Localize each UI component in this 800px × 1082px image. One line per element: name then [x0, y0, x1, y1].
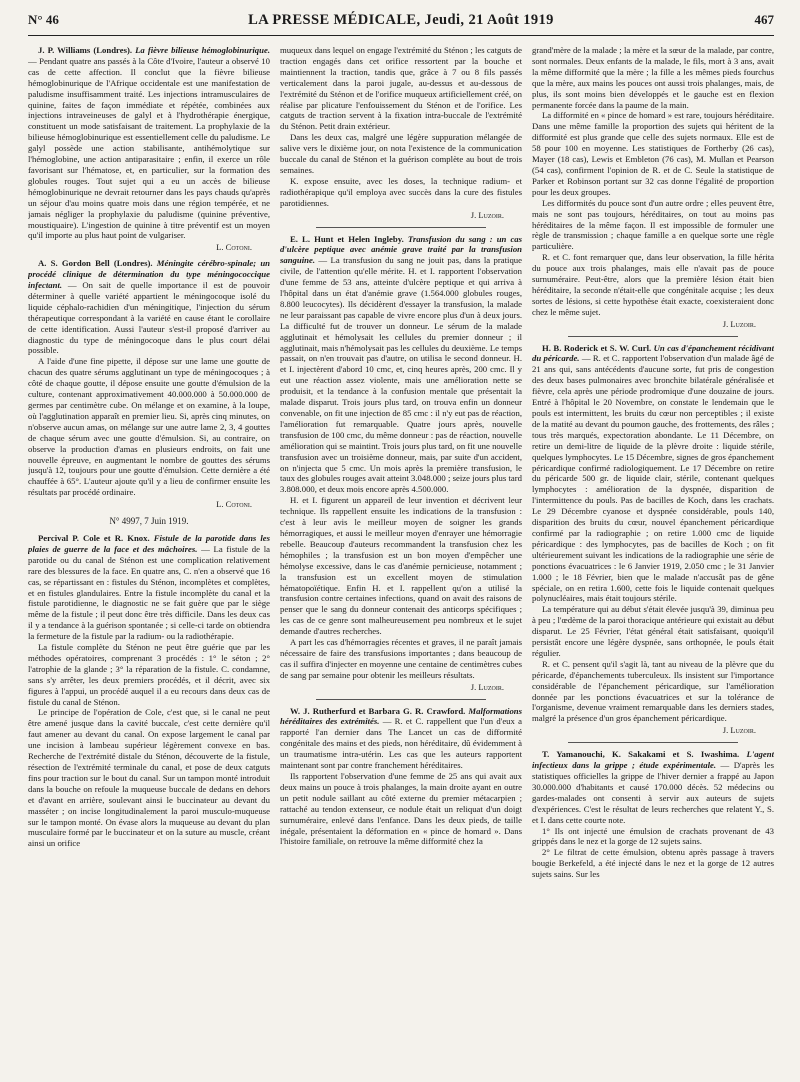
article-signature: J. Luzoir. [470, 209, 504, 220]
article-paragraph: Dans les deux cas, malgré une légère suppuration mélangée de salive vers le dixième jour, on nota l'existence de la communication buccale du canal de Sténon et la guérison complète au bout de trois semaines. [280, 132, 522, 175]
text-columns [28, 45, 774, 1075]
article-paragraph: 1° Ils ont injecté une émulsion de crachats provenant de 43 grippés dans le nez et la gorge de 12 sujets sains. [532, 825, 774, 847]
article-cole-knox-continued [280, 45, 522, 221]
article-paragraph: A l'aide d'une fine pipette, il dépose sur une lame une goutte de chacun des quatre sérums agglutinant un type de méningocoques ; à côté de chaque goutte, il dépose ensuite une goutte d'émulsion de la culture, contenant approximativement 40.000.000 à 50.000.000 de germes par centimètre cube. On mélange et on examine, à la loupe, où l'agglutination apparaît en premier lieu. Si, après cinq minutes, on n'observe aucun amas, on mélange sur une autre lame 2, 3, 4 gouttes de chaque sérum avec une goutte d'émulsion. Si, au contraire, on observe la production d'amas en plusieurs endroits, on fait une nouvelle épreuve, en augmentant le nombre de gouttes des sérums jusqu'à 12, toujours pour une goutte d'émulsion. Cette dernière a été chauffée à 65°. L'auteur ajoute qu'il y a lieu de confirmer ensuite les résultats par procédé ordinaire. [28, 356, 270, 498]
article-signature: J. Luzoir. [470, 681, 504, 692]
article-signature: L. Cotoni. [216, 499, 252, 510]
article-authors: J. P. Williams (Londres). [38, 45, 133, 55]
article-paragraph: Les difformités du pouce sont d'un autre ordre ; elles peuvent être, mais ne sont pas toujours, héréditaires, on tout au moins pas héréditaires de la même façon. Il est impossible de formuler une règle de transmission ; chaque famille a en quelque sorte une règle particulière. [532, 197, 774, 252]
article-paragraph: — La transfusion du sang ne jouit pas, dans la pratique civile, de l'attention qu'elle mérite. H. et I. rapportent l'observation d'une femme de 53 ans, atteinte d'ulcère peptique et qui arriva à l'hôpital dans un état d'anémie grave (1.564.000 globules rouges, 8.800 leucocytes). Ils décidèrent d'essayer la transfusion, la malade ne leur paraissant pas capable de vivre encore plus d'un à deux jours. La difficulté fut de trouver un donneur. Le sérum de la malade agglutinait et hémolysait les cellules du premier donneur ; il agglutinait, mais n'hémolysait pas les cellules du deuxième. Le temps passait, on n'en trouvait pas d'autre, on utilisa le second donneur. H. et I. injectèrent d'abord 10 cmc, et, cinq heures après, 200 cmc. Il y eut une réaction assez violente, mais une amélioration nette se produisit, et la tendance à la confusion mentale que présentait la malade disparut. Trois jours plus tard, on trouva enfin un donneur convenable, on fit une injection de 85 cmc : il n'y eut pas de réaction, l'amélioration fut remarquable. Quatre jours après, nouvelle transfusion de 100 cmc, du même donneur : pas de réaction, nouvelle amélioration qui se maintint. Trois jours plus tard, on fit une nouvelle transfusion avec un troisième donneur, mais, par suite d'un accident, on n'injecta que 5 cmc. Un mois après la première transfusion, le taux des globules rouges avait atteint 3.048.000 ; seize jours plus tard 3.808.000, et deux mois encore après 4.500.000. [280, 255, 523, 495]
article-body: — Pendant quatre ans passés à la Côte d'Ivoire, l'auteur a observé 10 cas de cette affection. Il conclut que la fièvre bilieuse hémoglobinurique de l'Afrique occidentale est une manifestation de paludisme insuffisamment traité. Les injections intramusculaires de quinine, faites de façon immédiate et répétée, combinées aux injections intraveineuses de galyl et à l'hydrothérapie énergique, constituent un mode satisfaisant de traitement. La prophylaxie de la bilieuse hémoglobinurique est essentiellement celle du paludisme. Le galyl possède une action stabilisante, antihémolytique sur l'hémoglobine, une action antiparasitaire ; enfin, il exerce un rôle favorisant sur l'hématose, et, en particulier, sur la formation des globules rouges. Tout sujet qui a eu un accès de bilieuse hémoglobinurique ne devrait retourner dans les pays chauds qu'après un séjour d'au moins quatre mois dans une région tempérée, et ne jamais négliger la prophylaxie du paludisme (quinine préventive, moustiquaire). L'ingestion de quinine à titre préventif est un moyen qu'il importe au plus haut point de vulgariser. [28, 55, 270, 241]
article-williams [28, 45, 270, 253]
article-authors: H. B. Roderick et S. W. Curl. [542, 342, 652, 353]
page-header [28, 12, 774, 36]
article-title: Méningite cérébro-spinale; un procédé clinique de détermination du type méningococcique infectant. [28, 258, 271, 291]
column-2 [280, 45, 522, 1075]
masthead-title: LA PRESSE MÉDICALE, Jeudi, 21 Août 1919 [248, 12, 554, 28]
article-gordon-bell [28, 258, 270, 510]
article-paragraph: H. et I. figurent un appareil de leur invention et décrivent leur technique. Ils rappellent ensuite les indications de la transfusion : c'est à leur avis le meilleur moyen de soigner les grands hémorragiques, et aussi le meilleur moyen d'enrayer une hémorragie rebelle. Beaucoup d'auteurs recommandent la transfusion chez les hémophiles ; la transfusion est un bon moyen d'empêcher une hémolyse excessive, dans le cas d'anémie pernicieuse, notamment ; la transfusion est un excellent moyen de stimulation hématopoïétique. Enfin H. et I. rappellent qu'on a utilisé la transfusion contre certaines infections, quand on avait des raisons de penser que le sang du donneur contenait des anticorps spécifiques ; les cas de ce genre sont malheureusement peu nombreux et le sujet demande d'autres recherches. [280, 495, 522, 637]
article-authors: A. S. Gordon Bell (Londres). [38, 258, 153, 269]
article-paragraph: — La fistule de la parotide ou du canal de Sténon est une complication relativement rare des blessures de la face. En quatre ans, C. n'en a observé que 16 cas, se répartissant en : fistules du Sténon, incomplètes et complètes, et en fistules glandulaires. Entre la fistule incomplète du canal et la fistule parotidienne, le diagnostic ne se fait guère que par le siège même de la fistule ; il peut donc être très difficile. Dans les deux cas il y a tendance à la guérison spontanée ; si celle-ci tarde on obtiendra la fermeture de la fistule par la radium- ou la radiothérapie. [28, 543, 270, 642]
article-cole-knox [28, 533, 270, 849]
article-paragraph: Le principe de l'opération de Cole, c'est que, si le canal ne peut être amené jusque dans la cavité buccale, c'est cette dernière qu'il faut amener au devant du canal. On expose largement le canal par une incision à lambeau supérieur légèrement convexe en bas. Recherche de l'extrémité distale du Sténon, découverte de la fistule, résection de l'extrémité terminale du canal, et pose de deux catguts fins pour traction sur le bout du canal. Sur un tampon monté introduit dans la bouche on refoule la muqueuse buccale de dedans en dehors et d'avant en arrière, soulevant ainsi le buccinateur au devant du masséter ; on incise longitudinalement la paroi musculo-muqueuse sur le tampon monté. On évase alors la muqueuse au devant du plan musculaire formé par le buccinateur et on la suture au muscle, créant ainsi un orifice [28, 707, 270, 849]
article-paragraph: K. expose ensuite, avec les doses, la technique radium- et radiothérapique qu'il employa avec succès dans la cure des fistules parotidiennes. [280, 175, 522, 208]
article-title: Un cas d'épanchement récidivant du péricarde. [532, 342, 774, 364]
article-paragraph: — R. et C. rapportent l'observation d'un malade âgé de 21 ans qui, sans antécédents d'aucune sorte, fut pris de congestion des deux bases pulmonaires avec bronchite bilatérale généralisée et fièvre, cela après une période prodromique d'une douzaine de jours. Entré à l'hôpital le 20 Novembre, on constate le lendemain que le pouls est intermittent, les bruits du cœur non perceptibles ; il existe de la matité au devant du poumon gauche, des frottements, des râles ; tous très marqués, expectoration abondante. Le 11 Décembre, on retire un demi-litre de liquide de la plèvre droite : liquide stérile, quelques lymphocytes. Le 15 Décembre, signes de gros épanchement péricardique confirmé radiologiquement. Le 17 Décembre on retire du péricarde 500 gr. de liquide clair, stérile, contenant quelques lymphocytes : amélioration de la dyspnée, disparition de l'intermittence du pouls. Pas de bacilles de Koch, dans les crachats. Le 29 Décembre cyanose et dyspnée considérable, pouls 140, disparition des bruits du cœur, nouvel épanchement péricardique confirmé par la radiographie ; on retire 1.000 cmc de liquide péricardique : des lymphocytes, pas de bacilles de Koch ; on fit ultérieurement suivant les indications de la radiographie une série de ponctions évacuatrices : le 6 Janvier 1919, 2.050 cmc ; le 31 Janvier 1.000 ; le 18 Février, bien que le malade n'accusât pas de gêne spéciale, on en retira 1.600, cette fois le liquide contenait quelques polynucléaires, mais était toujours stérile. [532, 353, 774, 604]
article-paragraph: — On sait de quelle importance il est de pouvoir déterminer à quelle variété appartient le méningocoque isolé du liquide céphalo-rachidien d'un méningitique, l'injection du sérum thérapeutique correspondant à la variété en cause étant le corollaire de cette identification. Aussi l'auteur s'est-il proposé d'arriver au diagnostic du type de méningocoque dans le plus court délai possible. [28, 280, 271, 356]
article-title: Malformations héréditaires des extrémités. [280, 705, 523, 727]
article-paragraph: Ils rapportent l'observation d'une femme de 25 ans qui avait aux deux mains un pouce à trois phalanges, la main droite ayant en outre un petit nodule saillant au côté externe du premier métacarpien ; rattaché au tendon extenseur, ce nodule était un reliquat d'un doigt surnuméraire, enlevé dans l'enfance. Dans les deux pieds, de taille inégale, présentaient la déformation en « pince de homard ». Dans l'histoire familiale, on retrouve la même difformité chez la [280, 771, 522, 847]
article-paragraph: muqueux dans lequel on engage l'extrémité du Sténon ; les catguts de traction engagés dans cet orifice ressortent par la bouche et maintiennent la traction, tandis que, grâce à 7 ou 8 fils passés verticalement dans la paroi jugale, au-dessus et au-dessous de l'extrémité du Sténon et de l'orifice muqueux artificiellement créé, on réalise par plicature l'enfouissement du Sténon et de l'orifice. Les catguts de traction servent à la fixation intra-buccale de l'extrémité du Sténon. Petit drain extérieur. [280, 45, 522, 132]
article-paragraph: R. et C. font remarquer que, dans leur observation, la fille hérita du pouce aux trois phalanges, mais elle n'avait pas de pouce surnuméraire. Peut-être, alors que la première lésion était bien héréditaire, la seconde n'était-elle que congénitale acquise ; les deux sortes de lésions, si cette hypothèse était exacte, coexisteraient donc chez le même sujet. [532, 252, 774, 317]
article-title: Fistule de la parotide dans les plaies de guerre de la face et des mâchoires. [28, 532, 270, 554]
issue-number: N° 46 [28, 12, 59, 27]
article-title: Transfusion du sang : un cas d'ulcère peptique avec anémie grave traité par la transfusion sanguine. [280, 233, 523, 266]
article-authors: T. Yamanouchi, K. Sakakami et S. Iwashima. [542, 749, 740, 760]
article-title: La fièvre bilieuse hémoglobinurique. [135, 45, 270, 55]
article-paragraph: La difformité en « pince de homard » est rare, toujours héréditaire. Dans une même famille la proportion des sujets qui héritent de la difformité est plus grande que celle des sujets normaux. Elle est de 58 pour 100 en moyenne. Les statistiques de Fortherby (26 cas), Mayer (18 cas), Lewis et Embleton (76 cas), M. Mullan et Pearson (54 cas), confirment l'opinion de R. et de C. Seule la statistique de Parker et Robinson portant sur 32 cas donne l'égalité de proportion pour les deux groupes. [532, 110, 774, 197]
article-divider [568, 336, 737, 337]
article-paragraph: grand'mère de la malade ; la mère et la sœur de la malade, par contre, sont normales. Deux enfants de la malade, le fils, mort à 3 ans, avait la même difformité que la mère ; la fille a les mêmes pieds fourchus que la mère, aux mains les pouces ont aussi trois phalanges, mais, de plus, ils sont moins bien développés et le gauche est en flexion permanente forcée dans la paume de la main. [532, 45, 774, 110]
article-paragraph: R. et C. pensent qu'il s'agit là, tant au niveau de la plèvre que du péricarde, d'épanchements tuberculeux. Ils insistent sur l'importance considérable de l'épanchement péricardique, sur l'amélioration donnée par les ponctions évacuatrices et sur la tolérance de l'organisme, devenue vraiment remarquable dans les derniers stades, malgré la présence d'un gros épanchement péricardique. [532, 658, 774, 724]
article-rutherfurd-crawford-continued [532, 45, 774, 330]
article-roderick-curl [532, 343, 774, 737]
article-authors: W. J. Rutherfurd et Barbara G. R. Crawford. [290, 705, 466, 716]
journal-issue-line: N° 4997, 7 Juin 1919. [109, 516, 189, 527]
article-authors: E. L. Hunt et Helen Ingleby. [290, 233, 404, 244]
article-paragraph: A part les cas d'hémorragies récentes et graves, il ne paraît jamais nécessaire de faire des transfusions importantes ; dans beaucoup de cas il suffira d'injecter en moyenne une centaine de centimètres cubes de sang par semaine pour obtenir les meilleurs résultats. [280, 637, 522, 680]
page-number: 467 [754, 12, 774, 27]
article-paragraph: — R. et C. rappellent que l'un d'eux a rapporté l'an dernier dans The Lancet un cas de difformité congénitale des mains et des pieds, non héréditaire, dû évidemment à un traumatisme intra-utérin. Les cas que les auteurs rapportent maintenant sont par contre franchement héréditaires. [280, 716, 522, 771]
article-divider [316, 699, 485, 700]
article-divider [568, 742, 737, 743]
article-signature: J. Luzoir. [722, 725, 756, 736]
article-divider [316, 227, 485, 228]
article-paragraph: La température qui au début s'était élevée jusqu'à 39, diminua peu à peu ; l'œdème de la paroi thoracique antérieure qui existait au début disparut. Le 25 Février, l'état général était satisfaisant, quoiqu'il persistât encore une légère dyspnée, sans orthopnée, le pouls était régulier. [532, 604, 774, 658]
article-title: L'agent infectieux dans la grippe ; étude expérimentale. [532, 749, 774, 771]
article-yamanouchi [532, 749, 774, 880]
article-signature: L. Cotoni. [216, 242, 252, 253]
article-paragraph: La fistule complète du Sténon ne peut être guérie que par les méthodes opératoires, comprenant 3 procédés : 1° le séton ; 2° l'atrophie de la glande ; 3° la réparation de la fistule. C. condamne, sans s'y arrêter, les deux premiers procédés, et il décrit, avec six figures à l'appui, un procédé auquel il a eu recours dans deux cas de fistule du canal de Sténon. [28, 642, 270, 707]
column-1 [28, 45, 270, 1075]
article-paragraph: 2° Le filtrat de cette émulsion, obtenu après passage à travers bougie Berkefeld, a été injecté dans le nez et la gorge de 12 autres sujets sains. Sur les [532, 847, 774, 880]
article-hunt-ingleby [280, 234, 522, 693]
article-paragraph: — D'après les statistiques officielles la grippe de l'hiver dernier a frappé au Japon 30.000.000 d'habitants et causé 170.000 décès. 52 médecins ou gardes-malades ont consenti à servir aux auteurs de sujets d'expériences. C'est le résultat de leurs recherches que relatent Y., S. et I. dans cette courte note. [532, 760, 774, 825]
column-3 [532, 45, 774, 1075]
article-signature: J. Luzoir. [722, 318, 756, 329]
article-authors: Percival P. Cole et R. Knox. [38, 532, 150, 543]
article-rutherfurd-crawford [280, 706, 522, 848]
